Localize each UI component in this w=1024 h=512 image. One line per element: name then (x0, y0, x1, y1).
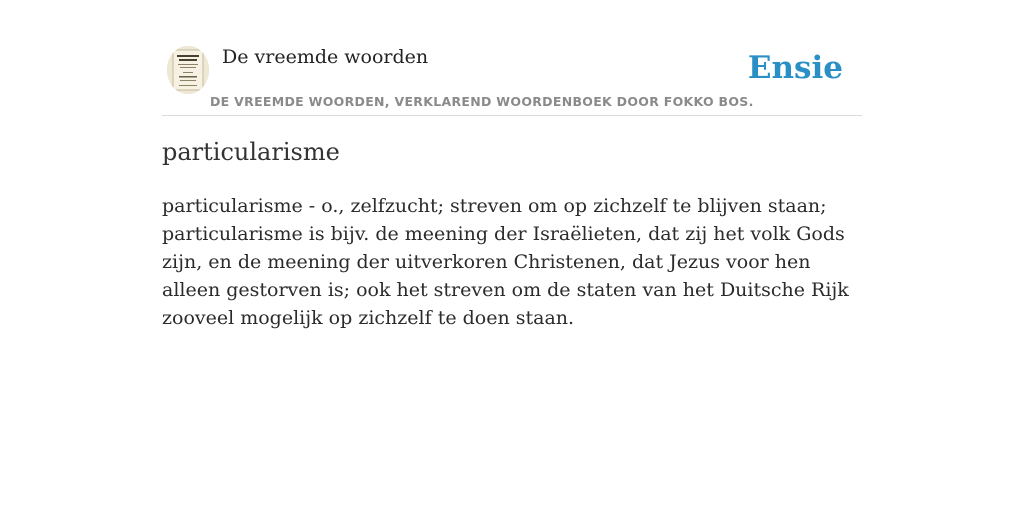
source-header (162, 44, 862, 116)
book-cover-icon[interactable] (167, 46, 209, 94)
entry-definition: particularisme - o., zelfzucht; streven om op zichzelf te blijven staan; particularisme is bijv. de meening der Israëlieten, dat zij het volk Gods zijn, en de meening der uitverkoren Christenen, dat Jezus voor hen alleen gestorven is; ook het streven om de staten van het Duitsche Rijk zooveel mogelijk op zichzelf te doen staan. (162, 195, 849, 329)
source-title-link[interactable]: De vreemde woorden (222, 46, 429, 68)
ensie-logo-link[interactable]: Ensie (747, 50, 843, 86)
entry-title: particularisme (162, 138, 340, 166)
source-subtitle: DE VREEMDE WOORDEN, VERKLAREND WOORDENBOEK DOOR FOKKO BOS. (210, 94, 754, 109)
